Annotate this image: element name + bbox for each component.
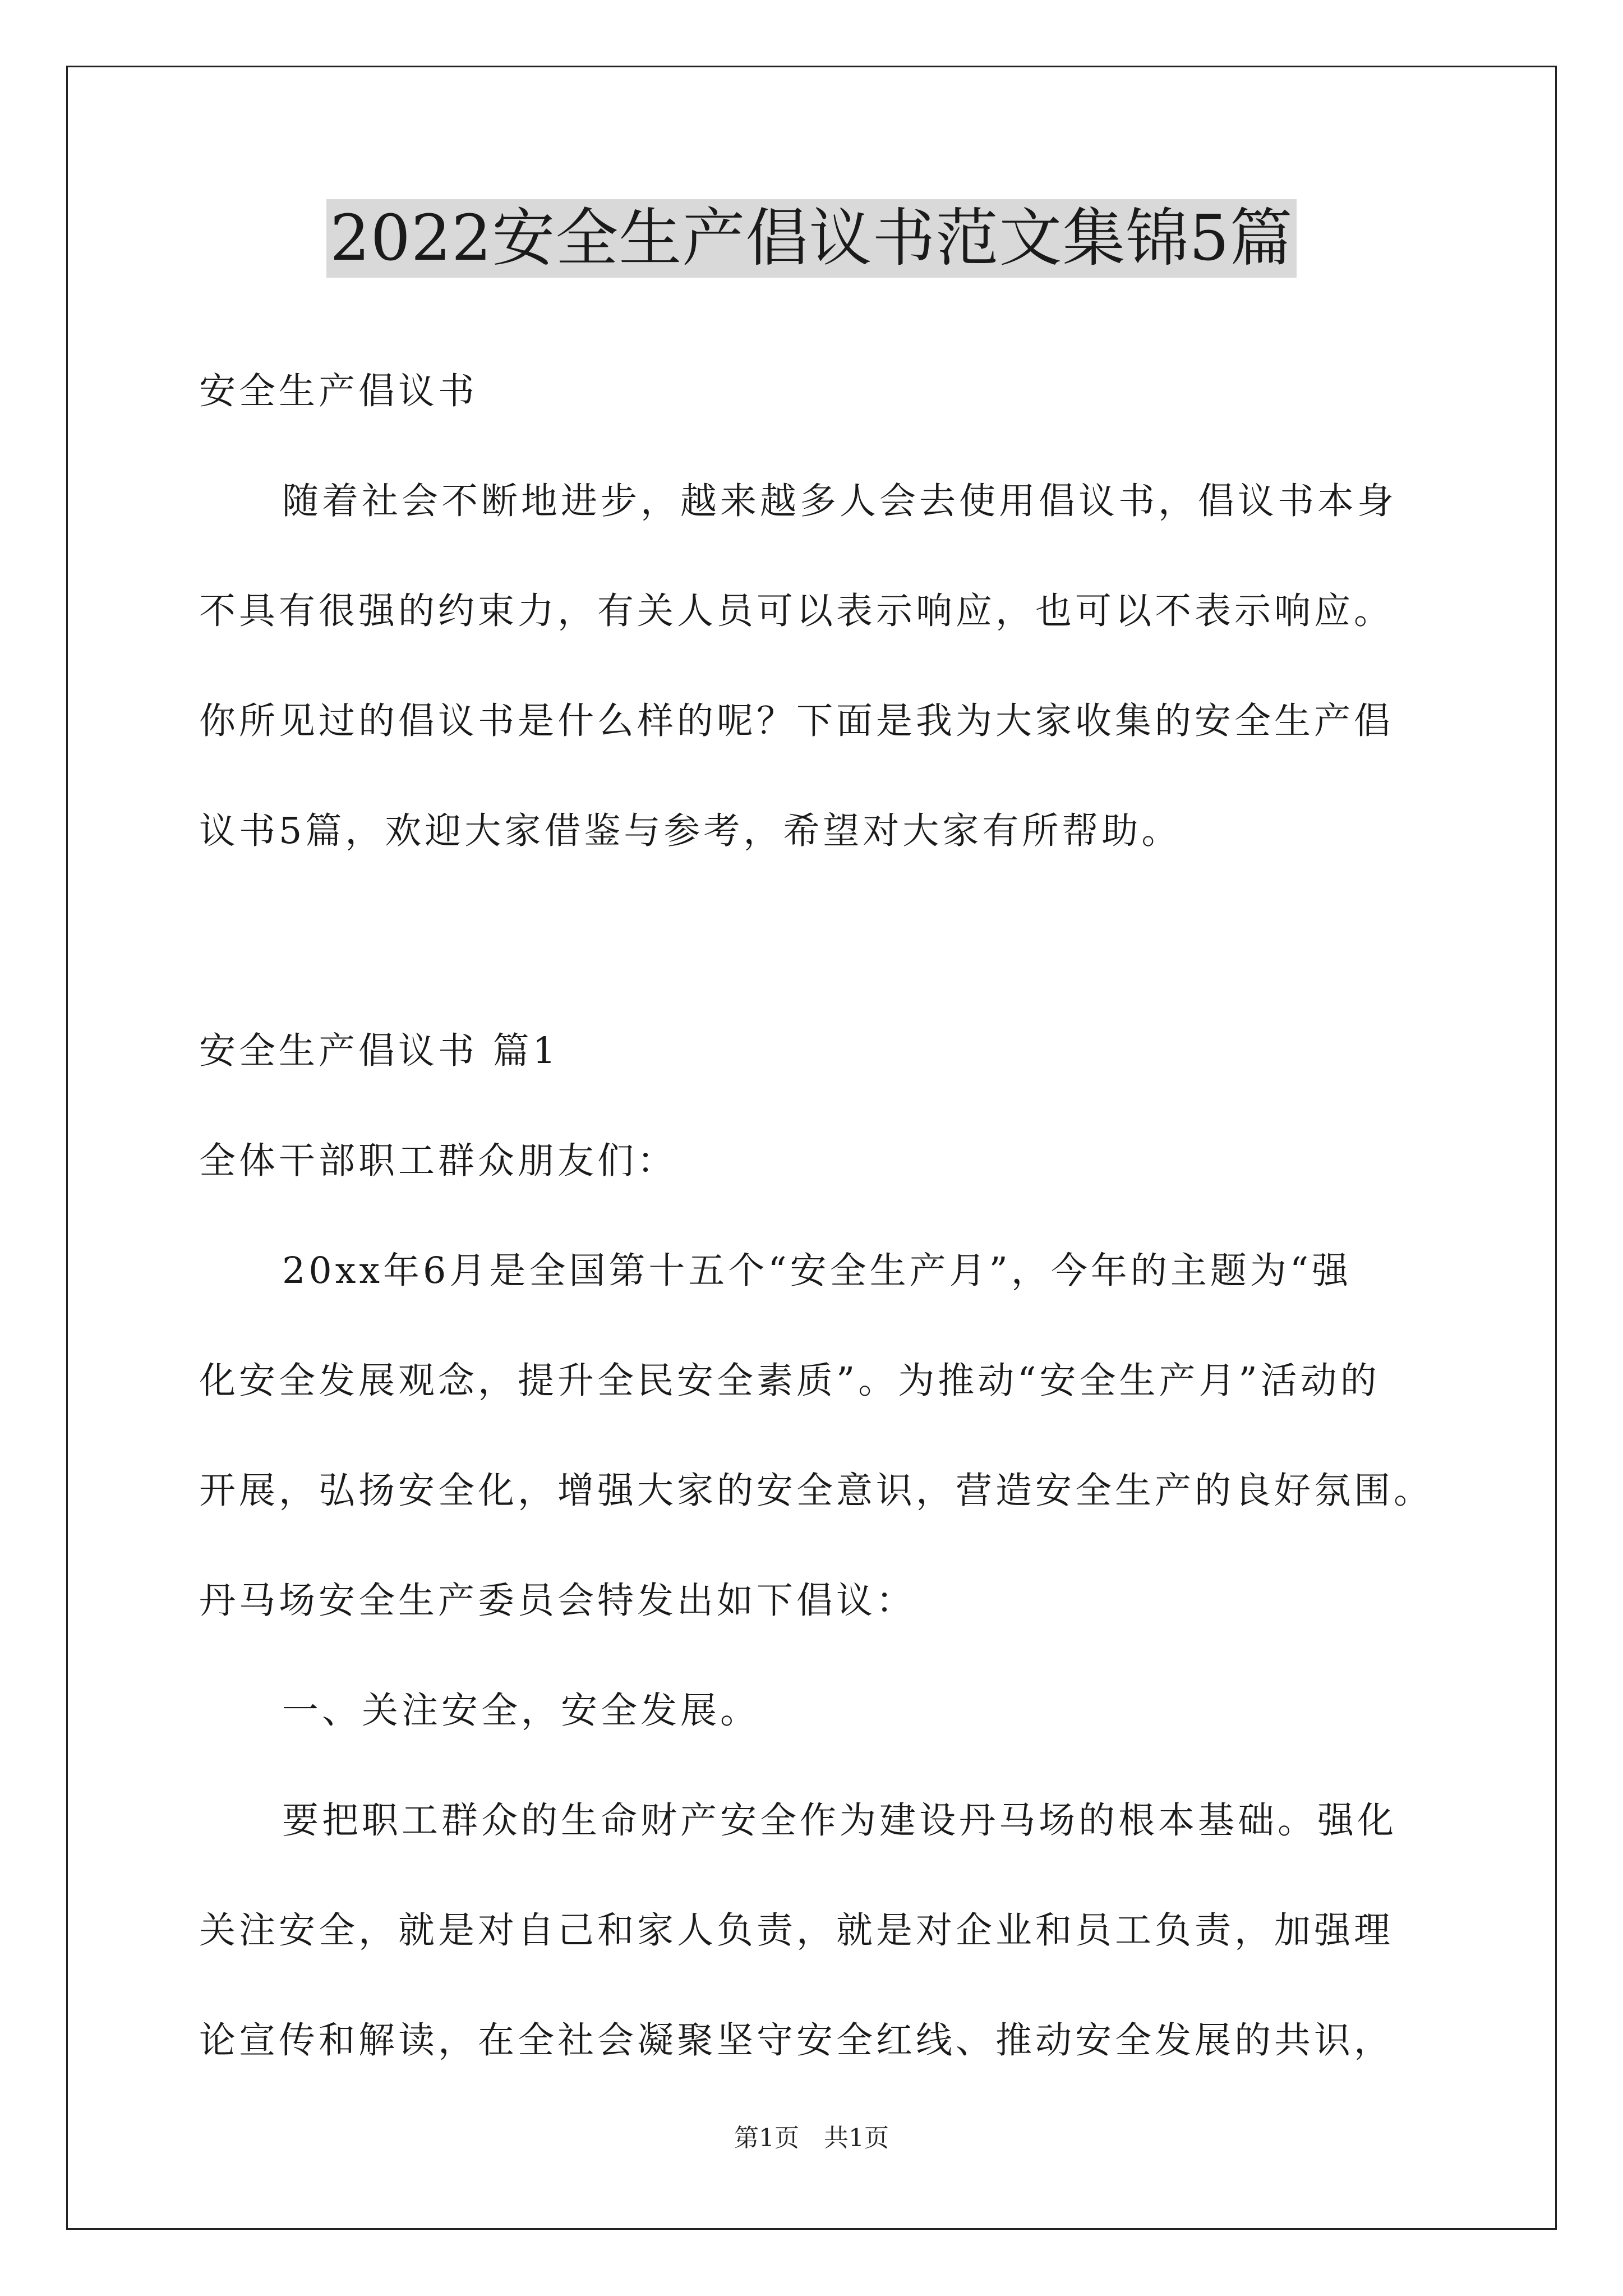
page-footer: 第1页 共1页: [734, 2124, 889, 2152]
chapter-heading: 安全生产倡议书 篇1: [199, 1030, 560, 1072]
body-paragraph-line: 要把职工群众的生命财产安全作为建设丹马场的根本基础。强化: [282, 1800, 1398, 1842]
title-container: [0, 199, 1623, 278]
body-paragraph-line: 论宣传和解读，在全社会凝聚坚守安全红线、推动安全发展的共识，: [199, 2019, 1394, 2062]
intro-paragraph-line: 随着社会不断地进步，越来越多人会去使用倡议书，倡议书本身: [282, 480, 1398, 522]
section-heading: 安全生产倡议书: [199, 370, 478, 412]
body-paragraph-line: 20xx年6月是全国第十五个“安全生产月”，今年的主题为“强: [282, 1250, 1352, 1292]
body-paragraph-line: 关注安全，就是对自己和家人负责，就是对企业和员工负责，加强理: [199, 1910, 1394, 1952]
intro-paragraph-line: 你所见过的倡议书是什么样的呢？下面是我为大家收集的安全生产倡: [199, 700, 1394, 742]
intro-paragraph-line: 议书5篇，欢迎大家借鉴与参考，希望对大家有所帮助。: [199, 810, 1182, 852]
body-paragraph-line: 开展，弘扬安全化，增强大家的安全意识，营造安全生产的良好氛围。: [199, 1470, 1434, 1512]
document-body: [199, 337, 1434, 2096]
salutation: 全体干部职工群众朋友们：: [199, 1140, 677, 1182]
body-paragraph-line: 化安全发展观念，提升全民安全素质”。为推动“安全生产月”活动的: [199, 1360, 1380, 1402]
body-paragraph-line: 丹马场安全生产委员会特发出如下倡议：: [199, 1580, 916, 1622]
paragraph-gap: [199, 886, 1427, 996]
intro-paragraph-line: 不具有很强的约束力，有关人员可以表示响应，也可以不表示响应。: [199, 590, 1394, 632]
list-heading: 一、关注安全，安全发展。: [282, 1690, 760, 1732]
document-title: 2022安全生产倡议书范文集锦5篇: [326, 199, 1296, 278]
